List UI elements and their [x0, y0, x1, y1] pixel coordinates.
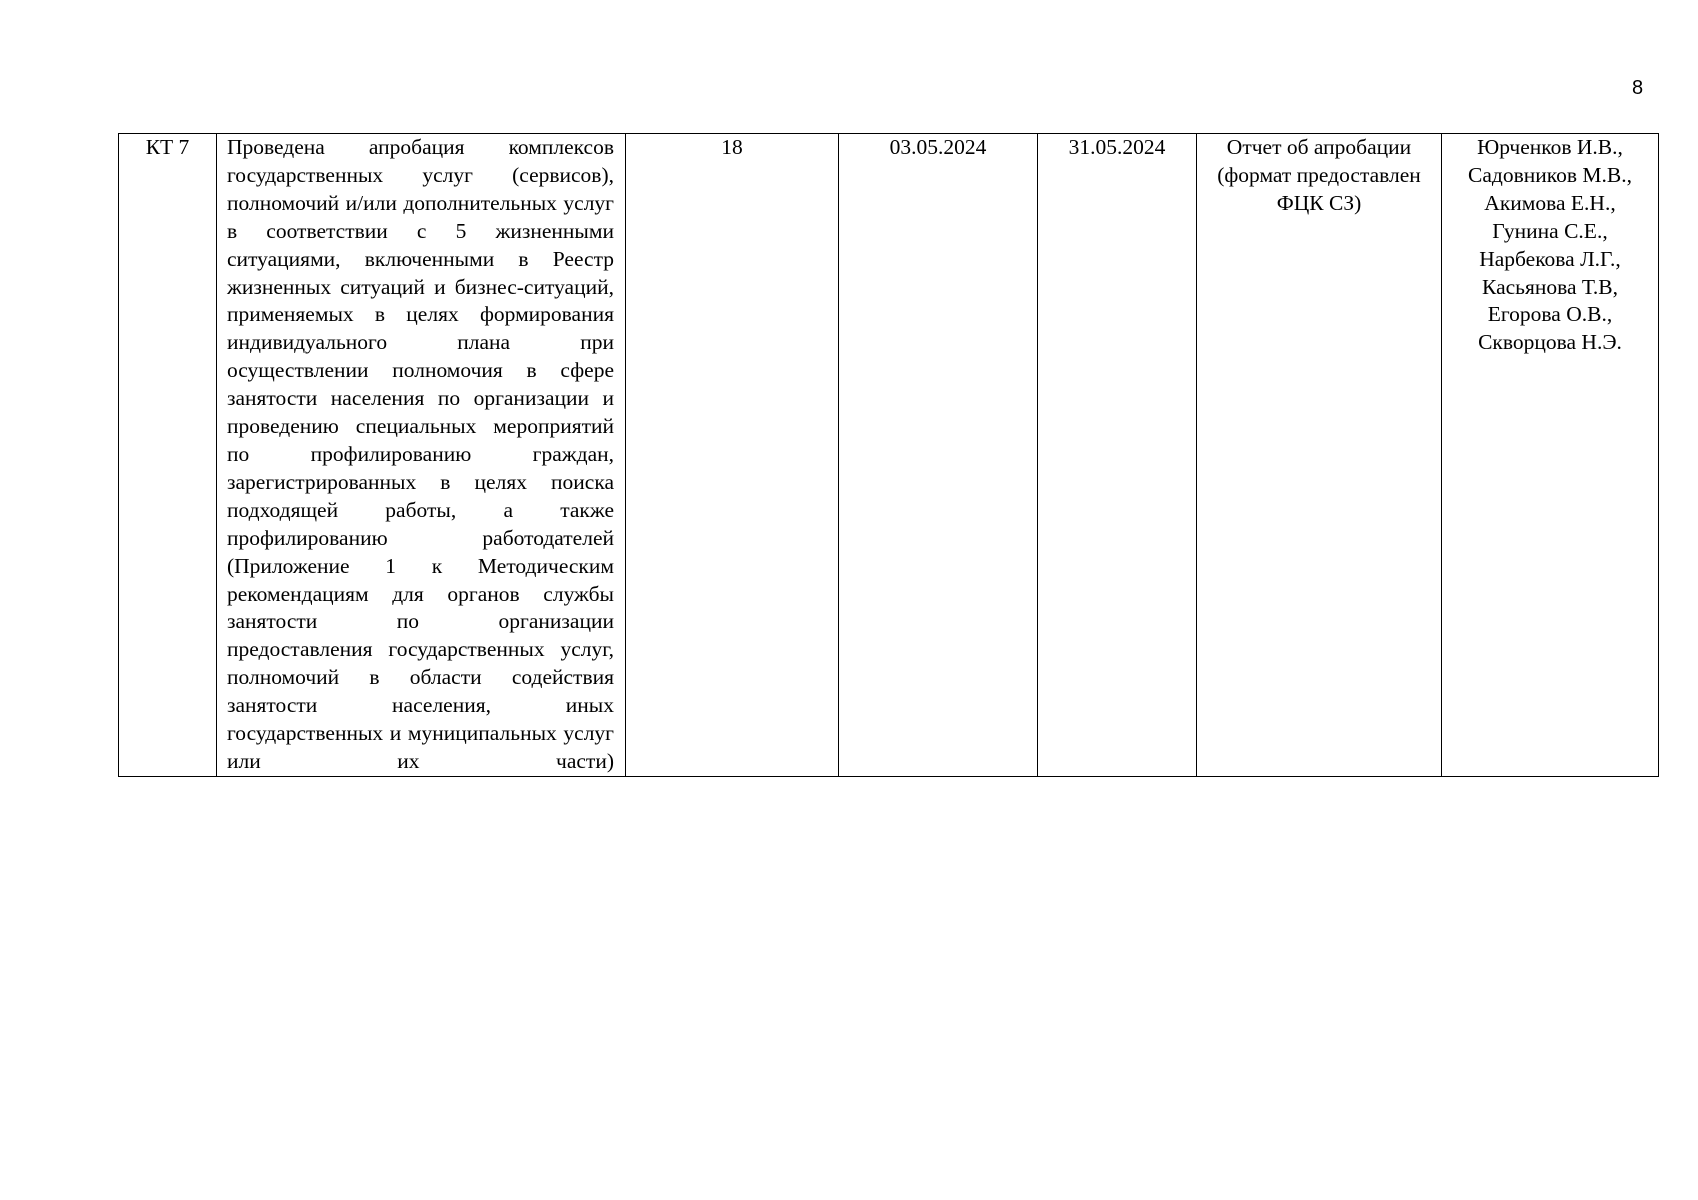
responsible-person: Егорова О.В.,	[1487, 302, 1613, 327]
page-number: 8	[1632, 77, 1644, 99]
responsible-person: Акимова Е.Н.,	[1484, 190, 1616, 215]
responsible-person: Гунина С.Е.,	[1492, 218, 1608, 243]
milestone-description-cell	[217, 134, 626, 777]
table-row	[119, 134, 1659, 777]
milestone-description: Проведена апробация комплексов государственных услуг (сервисов), полномочий и/или дополнительных услуг в соответствии с 5 жизненными ситуациями, включенными в Реестр жизненных ситуаций и бизнес-ситуаций, применяемых в целях формирования индивидуального плана при осуществлении полномочия в сфере занятости населения по организации и проведению специальных мероприятий по профилированию граждан, зарегистрированных в целях поиска подходящей работы, а также профилированию работодателей (Приложение 1 к Методическим рекомендациям для органов службы занятости по организации предоставления государственных услуг, полномочий в области содействия занятости населения, иных государственных и муниципальных услуг или их части)	[227, 135, 614, 773]
milestone-number-cell	[626, 134, 839, 777]
start-date: 03.05.2024	[889, 135, 987, 159]
responsible-person: Нарбекова Л.Г.,	[1479, 246, 1621, 271]
responsible-person: Садовников М.В.,	[1468, 162, 1632, 187]
result-cell	[1197, 134, 1442, 777]
milestone-table	[118, 133, 1659, 777]
responsible-person: Касьянова Т.В,	[1482, 274, 1618, 299]
end-date: 31.05.2024	[1068, 135, 1166, 159]
milestone-code-cell	[119, 134, 217, 777]
start-date-cell	[839, 134, 1038, 777]
responsible-cell	[1442, 134, 1659, 777]
result-text: Отчет об апробации (формат предоставлен ФЦК СЗ)	[1217, 135, 1421, 215]
responsible-person: Юрченков И.В.,	[1477, 135, 1623, 159]
responsible-person: Скворцова Н.Э.	[1478, 330, 1622, 355]
milestone-number: 18	[721, 135, 743, 159]
end-date-cell	[1038, 134, 1197, 777]
milestone-code: КТ 7	[145, 135, 190, 159]
